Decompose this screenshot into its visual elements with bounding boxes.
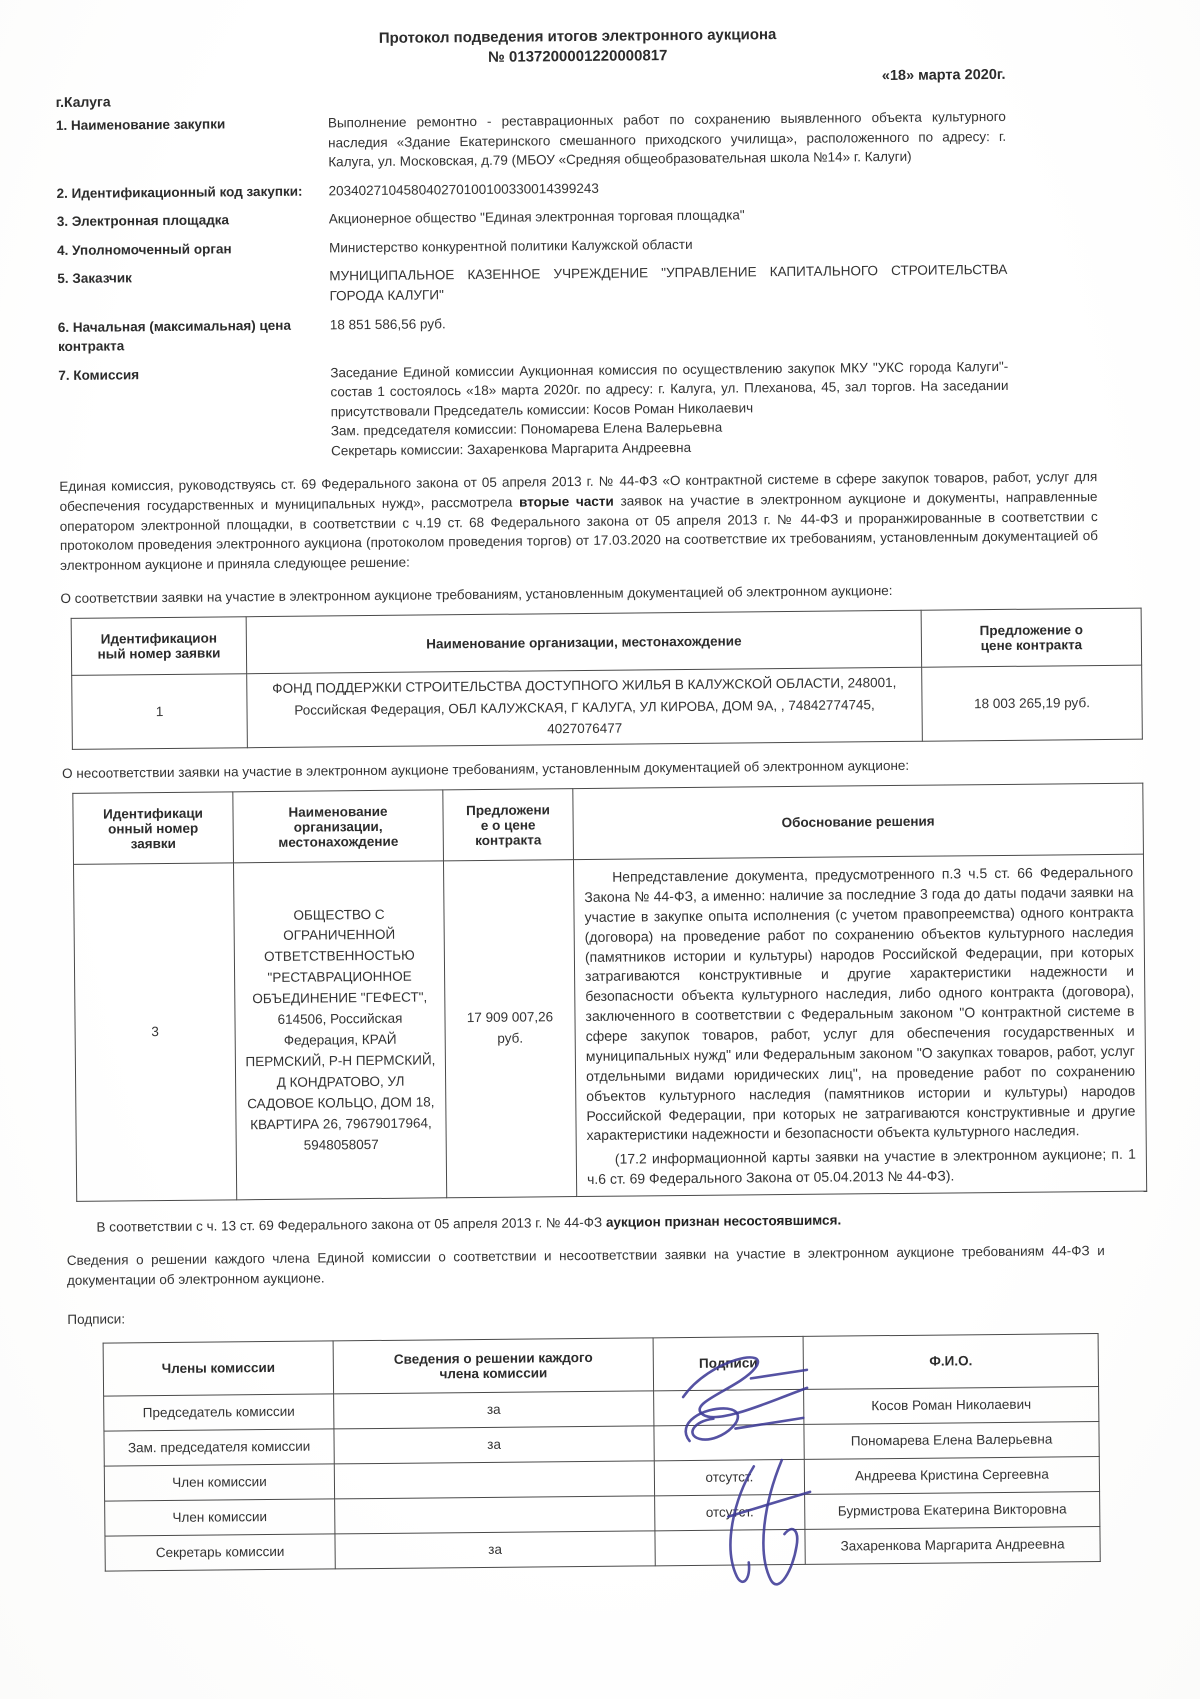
cell-member: Секретарь комиссии [105,1533,335,1570]
intro-bold: вторые части [519,493,614,510]
note-paragraph: Сведения о решении каждого члена Единой комиссии о соответствии и несоответствии заявки на участие в электронном аукционе требованиям 44-ФЗ и документации об электронном аукционе. [66,1243,1105,1289]
cell-signature [655,1529,805,1565]
field-value: 18 851 586,56 руб. [329,315,446,332]
header-signatures: Подписи [653,1336,804,1390]
conclusion-text: В соответствии с ч. 13 ст. 69 Федерального закона от 05 апреля 2013 г. № 44-ФЗ [96,1214,606,1235]
cell-member: Зам. председателя комиссии [104,1428,334,1465]
justification-paragraph-1: Непредставление документа, предусмотренного п.3 ч.5 ст. 66 Федерального Закона № 44-ФЗ, а именно: наличие за последние 3 года до даты подачи заявки на участие в закупке опыта исполнения (с учетом правопреемства) одного контракта (договора) на проведение работ по сохранению объектов культурного наследия (памятников истории и культуры) народов Российской Федерации, при которых затрагиваются конструктивные и другие характеристики надежности и безопасности объекта культурного наследия, либо одного контракта (договора), заключенного в соответствии с Федеральным законом "О контрактной системе в сфере закупок товаров, работ, услуг для обеспечения государственных и муниципальных нужд" или Федеральным законом "О закупках товаров, работ, услуг отдельными видами юридических лиц", на проведение работ по сохранению объектов культурного наследия (памятников истории и культуры) народов Российской Федерации, при которых не затрагиваются конструктивные и другие характеристики надежности и безопасности объекта культурного наследия. [584,863,1136,1144]
header-decision: Сведения о решении каждого члена комиссии [333,1337,653,1393]
signatures-table-wrap [103,1333,1100,1572]
field-label: 1. Наименование закупки [55,116,226,134]
cell-fio: Пономарева Елена Валерьевна [804,1421,1099,1459]
table-header-row [103,1333,1098,1396]
header-fio: Ф.И.О. [803,1333,1098,1389]
cell-organization: ФОНД ПОДДЕРЖКИ СТРОИТЕЛЬСТВА ДОСТУПНОГО ЖИЛЬЯ В КАЛУЖСКОЙ ОБЛАСТИ, 248001, Российская Федерация, ОБЛ КАЛУЖСКАЯ, Г КАЛУГА, УЛ КИРОВА, ДОМ 9А, , 74842774745, 4027076477 [247,667,923,747]
cell-price-offer: 17 909 007,26 руб. [443,860,576,1198]
field-label: 7. Комиссия [58,366,140,383]
cell-member: Член комиссии [104,1463,334,1500]
cell-justification [573,854,1146,1196]
table-row [72,665,1143,749]
match-table [71,608,1143,750]
doc-title-line1: Протокол подведения итогов электронного аукциона [378,26,777,47]
cell-member: Председатель комиссии [104,1393,334,1430]
header-organization: Наименование организации, местонахождение [246,610,922,673]
cell-price-offer: 18 003 265,19 руб. [922,665,1143,741]
mismatch-table [72,783,1147,1202]
field-purchase-name [56,107,1007,175]
cell-fio: Захаренкова Маргарита Андреевна [805,1526,1100,1564]
match-section-heading: О соответствии заявки на участие в электронном аукционе требованиям, установленным документацией об электронном аукционе: [60,583,893,607]
intro-paragraph [59,467,1098,575]
intro-text-2: заявок на участие в электронном аукционе и документы, направленные оператором электронной площадки, в соответствии с ч.19 ст. 68 Федерального закона от 05 апреля 2013 г. № 44-ФЗ и проранжированные в соответствии с протоколом проведения электронного аукциона (протоколом проведения торгов) от 17.03.2020 на соответствие их требованиям, установленным документацией об электронном аукционе и приняла следующее решение: [59,489,1098,573]
mismatch-section-heading: О несоответствии заявки на участие в электронном аукционе требованиям, установленным документацией об электронном аукционе: [62,757,910,782]
field-value: Заседание Единой комиссии Аукционная комиссия по осуществлению закупок МКУ "УКС города Калуги"- состав 1 состоялось «18» марта 2020г. по адресу: г. Калуга, ул. Плеханова, 45, зал торгов. На заседании присутствовали Председатель комиссии: Косов Роман Николаевич Зам. председателя комиссии: Пономарева Елена Валерьевна Секретарь комиссии: Захаренкова Маргарита Андреевна [330,358,1009,459]
table-row [74,854,1147,1201]
table-header-row [71,608,1141,675]
justification-paragraph-2: (17.2 информационной карты заявки на участие в электронном аукционе; п. 1 ч.6 ст. 69 Федерального Закона от 05.04.2013 № 44-ФЗ). [586,1145,1136,1188]
conclusion-bold: аукцион признан несостоявшимся. [605,1212,842,1230]
field-label: 5. Заказчик [57,270,132,287]
field-value: Акционерное общество "Единая электронная торговая площадка" [328,207,745,227]
cell-signature: отсутст. [655,1494,805,1530]
field-value: Выполнение ремонтно - реставрационных работ по сохранению выявленного объекта культурного наследия «Здание Екатеринского смешанного приходского училища», расположенного по адресу: г. Калуга, ул. Московская, д.79 (МБОУ «Средняя общеобразовательная школа №14» г. Калуги) [327,108,1007,170]
field-label: 6. Начальная (максимальная) цена контракта [57,317,292,355]
doc-date: «18» марта 2020г. [881,66,1006,85]
cell-fio: Андреева Кристина Сергеевна [804,1456,1099,1494]
cell-decision [335,1495,655,1533]
cell-decision: за [335,1530,655,1568]
cell-decision [334,1460,654,1498]
scanned-content [55,23,1136,1571]
header-members: Члены комиссии [103,1340,333,1395]
field-value: Министерство конкурентной политики Калужской области [329,236,693,256]
cell-signature [654,1389,804,1425]
field-purchase-id [56,175,1006,204]
field-platform [57,203,1007,232]
field-label: 3. Электронная площадка [56,212,230,230]
doc-title-number: № 0137200001220000817 [487,47,668,66]
conclusion-line [66,1210,1106,1235]
header-justification: Обоснование решения [573,783,1144,859]
field-value: 203402710458040270100100330014399243 [328,180,599,199]
intro-text-1: Единая комиссия, руководствуясь ст. 69 Федерального закона от 05 апреля 2013 г. № 44-ФЗ «О контрактной системе в сфере закупок товаров, работ, услуг для обеспечения государственных и муниципальных нужд», рассмотрела [59,469,1098,514]
cell-decision: за [334,1425,654,1463]
cell-application-id: 1 [72,674,248,749]
field-list [56,107,1009,464]
signatures-table [103,1333,1101,1572]
cell-decision: за [334,1390,654,1428]
field-authorized-body [57,232,1007,261]
header-price-offer: Предложение о цене контракта [921,608,1142,667]
cell-signature [654,1424,804,1460]
cell-member: Член комиссии [105,1498,335,1535]
field-label: 2. Идентификационный код закупки: [56,183,303,201]
header-application-id: Идентификаци онный номер заявки [73,792,234,865]
header-application-id: Идентификацион ный номер заявки [71,617,247,676]
cell-signature: отсутст. [654,1459,804,1495]
cell-fio: Косов Роман Николаевич [804,1386,1099,1424]
cell-organization: ОБЩЕСТВО С ОГРАНИЧЕННОЙ ОТВЕТСТВЕННОСТЬЮ "РЕСТАВРАЦИОННОЕ ОБЪЕДИНЕНИЕ "ГЕФЕСТ", 614506, Российская Федерация, КРАЙ ПЕРМСКИЙ, Р-Н ПЕРМСКИЙ, Д КОНДРАТОВО, УЛ САДОВОЕ КОЛЬЦО, ДОМ 18, КВАРТИРА 26, 79679017964, 5948058057 [233,861,446,1200]
cell-application-id: 3 [74,863,237,1202]
signatures-label: Подписи: [67,1310,126,1327]
field-label: 4. Уполномоченный орган [57,241,232,258]
header-organization: Наименование организации, местонахождение [233,790,444,863]
cell-fio: Бурмистрова Екатерина Викторовна [805,1491,1100,1529]
field-customer [57,260,1007,308]
field-value: МУНИЦИПАЛЬНОЕ КАЗЕННОЕ УЧРЕЖДЕНИЕ "УПРАВЛЕНИЕ КАПИТАЛЬНОГО СТРОИТЕЛЬСТВА ГОРОДА КАЛУГИ" [329,262,1008,304]
header-price-offer: Предложени е о цене контракта [443,789,574,861]
field-commission [58,357,1009,464]
table-header-row [73,783,1144,864]
field-max-price [58,308,1008,356]
doc-city: г.Калуга [55,93,111,111]
